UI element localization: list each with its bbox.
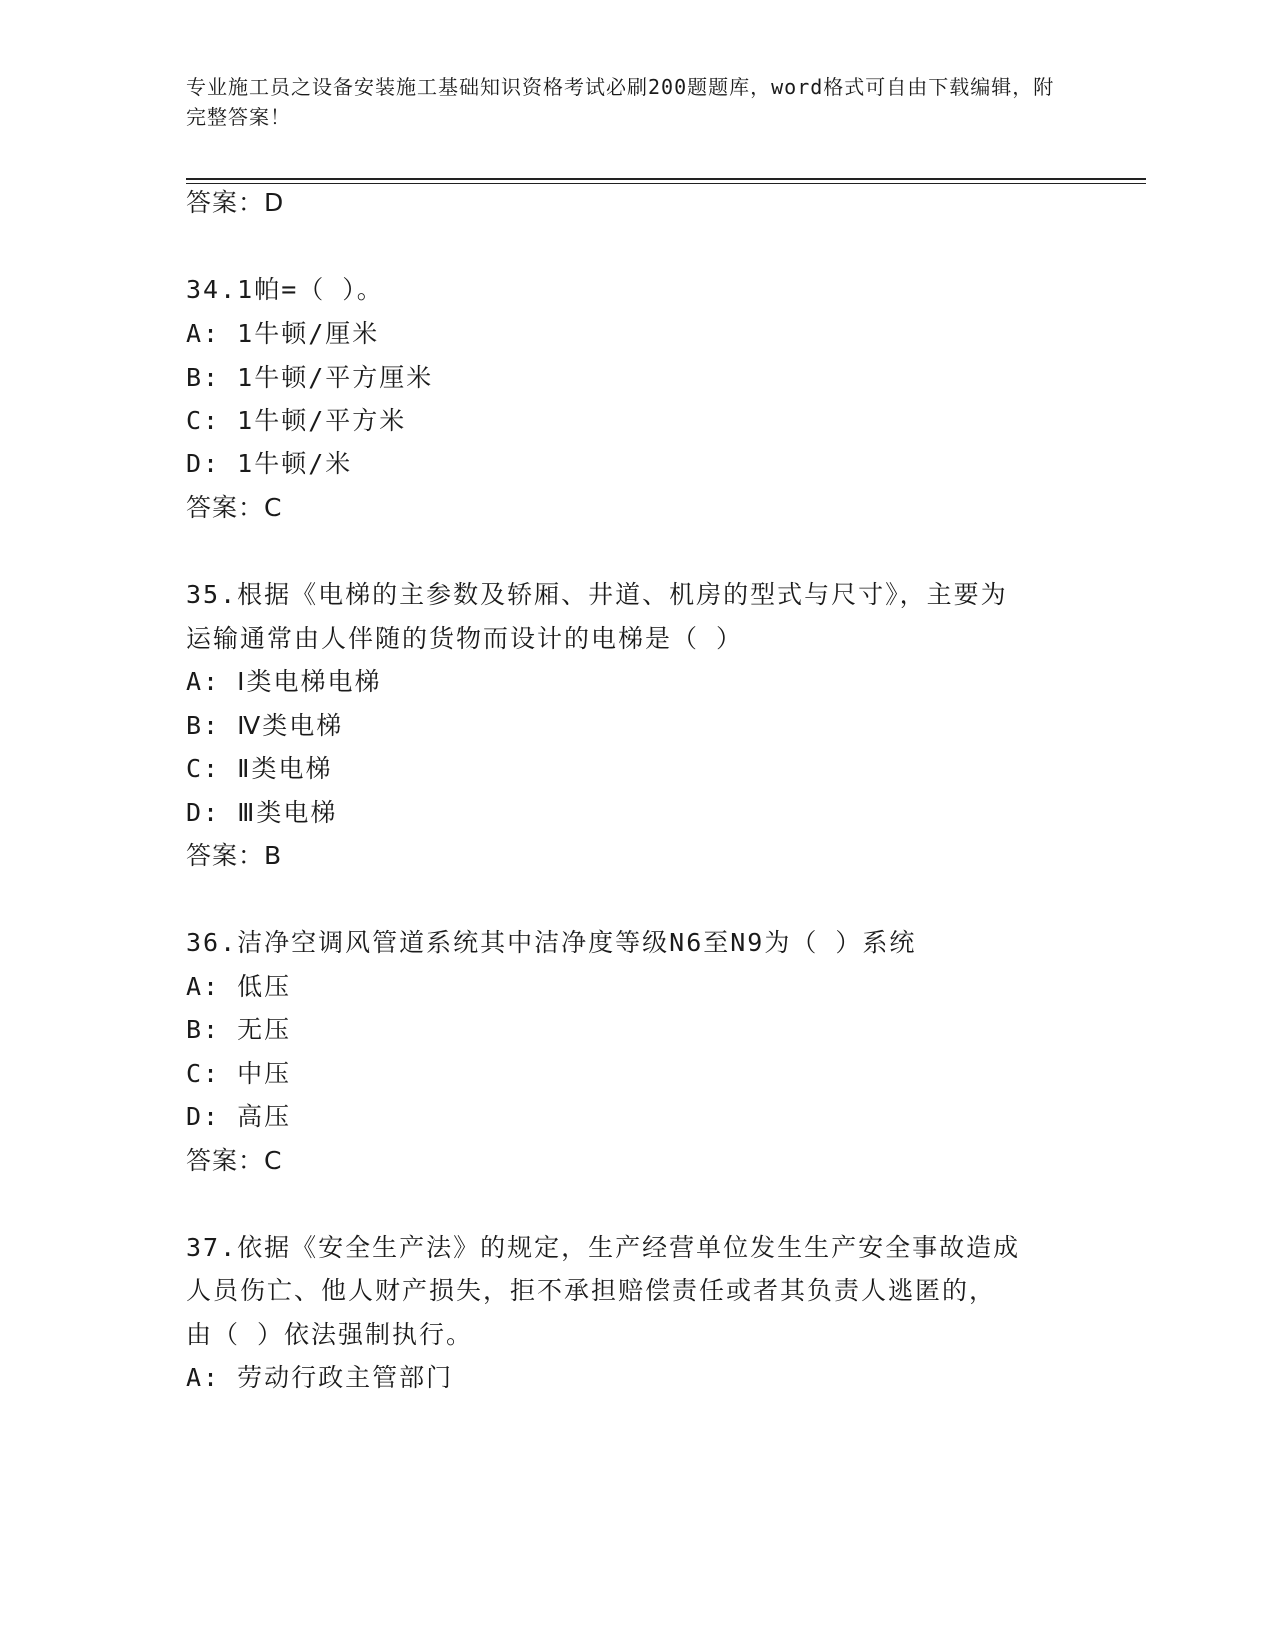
question-36-option-b: B: 无压 bbox=[186, 1015, 292, 1044]
header-rule-thin bbox=[186, 183, 1146, 184]
question-34-option-d: D: 1牛顿/米 bbox=[186, 449, 353, 478]
question-35-answer: 答案：B bbox=[186, 841, 283, 870]
question-36-answer: 答案：C bbox=[186, 1146, 283, 1175]
question-34-stem: 34.1帕=（ ）。 bbox=[186, 275, 384, 304]
question-34-option-a: A: 1牛顿/厘米 bbox=[186, 319, 380, 348]
previous-answer: 答案：D bbox=[186, 188, 285, 217]
question-35-stem-line-1: 35.根据《电梯的主参数及轿厢、井道、机房的型式与尺寸》，主要为 bbox=[186, 580, 1008, 609]
question-35-option-c: C: Ⅱ类电梯 bbox=[186, 754, 333, 783]
question-36-option-c: C: 中压 bbox=[186, 1059, 292, 1088]
question-37-option-a: A: 劳动行政主管部门 bbox=[186, 1363, 454, 1392]
question-35-option-a: A: Ⅰ类电梯电梯 bbox=[186, 667, 382, 696]
question-37-stem-line-3: 由（ ）依法强制执行。 bbox=[186, 1320, 474, 1349]
page-header: 专业施工员之设备安装施工基础知识资格考试必刷200题题库，word格式可自由下载编辑，附完整答案！ bbox=[186, 75, 1055, 129]
question-36-stem: 36.洁净空调风管道系统其中洁净度等级N6至N9为（ ）系统 bbox=[186, 928, 917, 957]
question-35-option-b: B: Ⅳ类电梯 bbox=[186, 711, 344, 740]
question-37-stem-line-2: 人员伤亡、他人财产损失，拒不承担赔偿责任或者其负责人逃匿的， bbox=[186, 1276, 997, 1305]
header-rule bbox=[186, 178, 1146, 180]
question-36-option-d: D: 高压 bbox=[186, 1102, 292, 1131]
question-34-option-b: B: 1牛顿/平方厘米 bbox=[186, 363, 434, 392]
question-35-option-d: D: Ⅲ类电梯 bbox=[186, 798, 338, 827]
question-36-option-a: A: 低压 bbox=[186, 972, 292, 1001]
question-34-option-c: C: 1牛顿/平方米 bbox=[186, 406, 407, 435]
question-37-stem-line-1: 37.依据《安全生产法》的规定，生产经营单位发生生产安全事故造成 bbox=[186, 1233, 1021, 1262]
question-34-answer: 答案：C bbox=[186, 493, 283, 522]
question-35-stem-line-2: 运输通常由人伴随的货物而设计的电梯是（ ） bbox=[186, 624, 744, 653]
